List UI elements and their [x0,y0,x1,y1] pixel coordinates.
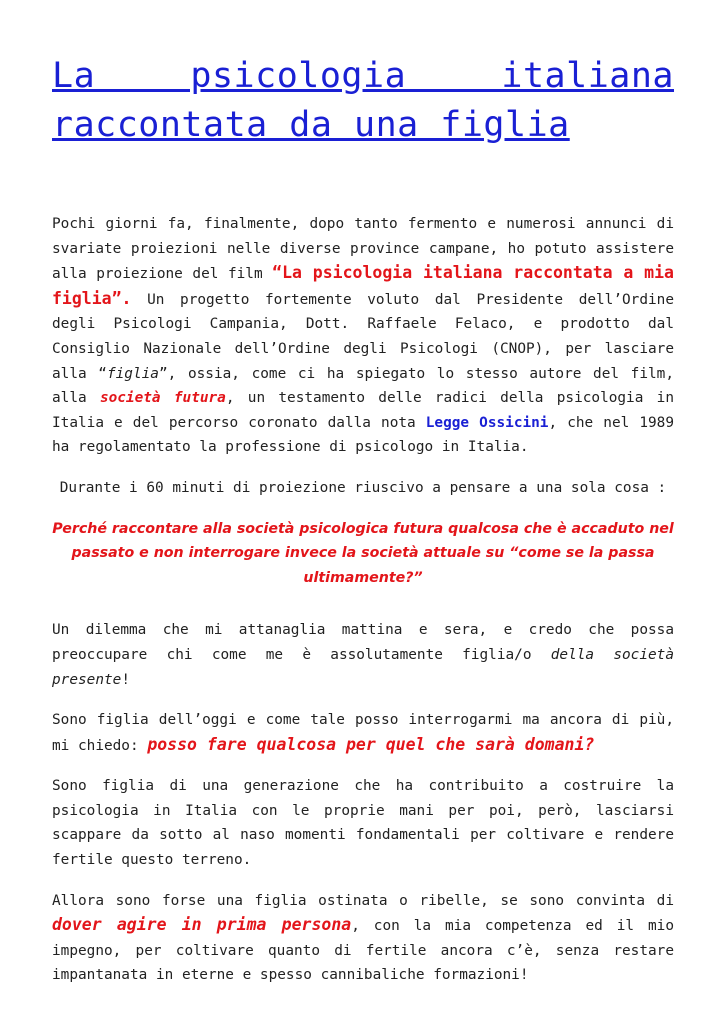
highlight-quote: Perché raccontare alla società psicologica futura qualcosa che è accaduto nel passato e non interrogare invece la società attuale su “come se la passa ultimamente?” [52,520,674,586]
paragraph-dilemma [52,618,674,692]
legge-ossicini-link[interactable]: Legge Ossicini [425,414,549,431]
figlia-word: figlia [106,365,159,382]
intro-text-3: ”, ossia, come ci ha spiegato lo stesso autore del film, alla [52,365,675,407]
societa-presente: della società presente [52,646,674,688]
intro-text-4: , un testamento delle radici della psicologia in Italia e del percorso coronato dalla nota [52,390,674,431]
ostinata-text-1: Allora sono forse una figlia ostinata o ribelle, se sono convinta di [52,892,674,909]
article-title-link[interactable]: La psicologia italiana raccontata da una figlia [52,56,674,145]
prima-persona: dover agire in prima persona [52,915,352,935]
intro-text-5: , che nel 1989 ha regolamentato la professione di psicologo in Italia. [52,414,675,456]
film-title: “La psicologia italiana raccontata a mia figlia”. [52,263,674,308]
dilemma-text-2: ! [121,671,130,688]
figlia-oggi-text: Sono figlia dell’oggi e come tale posso interrogarmi ma ancora di più, mi chiedo: [52,712,674,754]
article [52,52,674,988]
paragraph-ostinata [52,889,674,988]
ostinata-text-2: , con la mia competenza ed il mio impegno, per coltivare quanto di fertile ancora c’è, senza restare impantanata in eterne e spesso cannibaliche formazioni! [52,918,674,984]
intro-text-1: Pochi giorni fa, finalmente, dopo tanto fermento e numerosi annunci di svariate proiezioni nelle diverse province campane, ho potuto assistere alla proiezione del film [52,216,674,283]
intro-text-2: Un progetto fortemente voluto dal Presidente dell’Ordine degli Psicologi Campania, Dott. Raffaele Felaco, e prodotto dal Consiglio Nazionale dell’Ordine degli Psicologi (CNOP), per lasciare alla “ [52,291,674,382]
paragraph-intro [52,212,674,460]
dilemma-text-1: Un dilemma che mi attanaglia mattina e sera, e credo che possa preoccupare chi come me è assolutamente figlia/o [52,622,674,663]
article-title[interactable] [52,52,674,150]
paragraph-figlia-oggi [52,708,674,758]
societa-futura: società futura [99,390,226,407]
paragraph-durante: Durante i 60 minuti di proiezione riuscivo a pensare a una sola cosa : [59,479,667,496]
domani-question: posso fare qualcosa per quel che sarà domani? [147,734,595,754]
paragraph-generazione: Sono figlia di una generazione che ha contribuito a costruire la psicologia in Italia con le proprie mani per poi, però, lasciarsi scappare da sotto al naso momenti fondamentali per coltivare e rendere fertile questo terreno. [52,778,674,869]
